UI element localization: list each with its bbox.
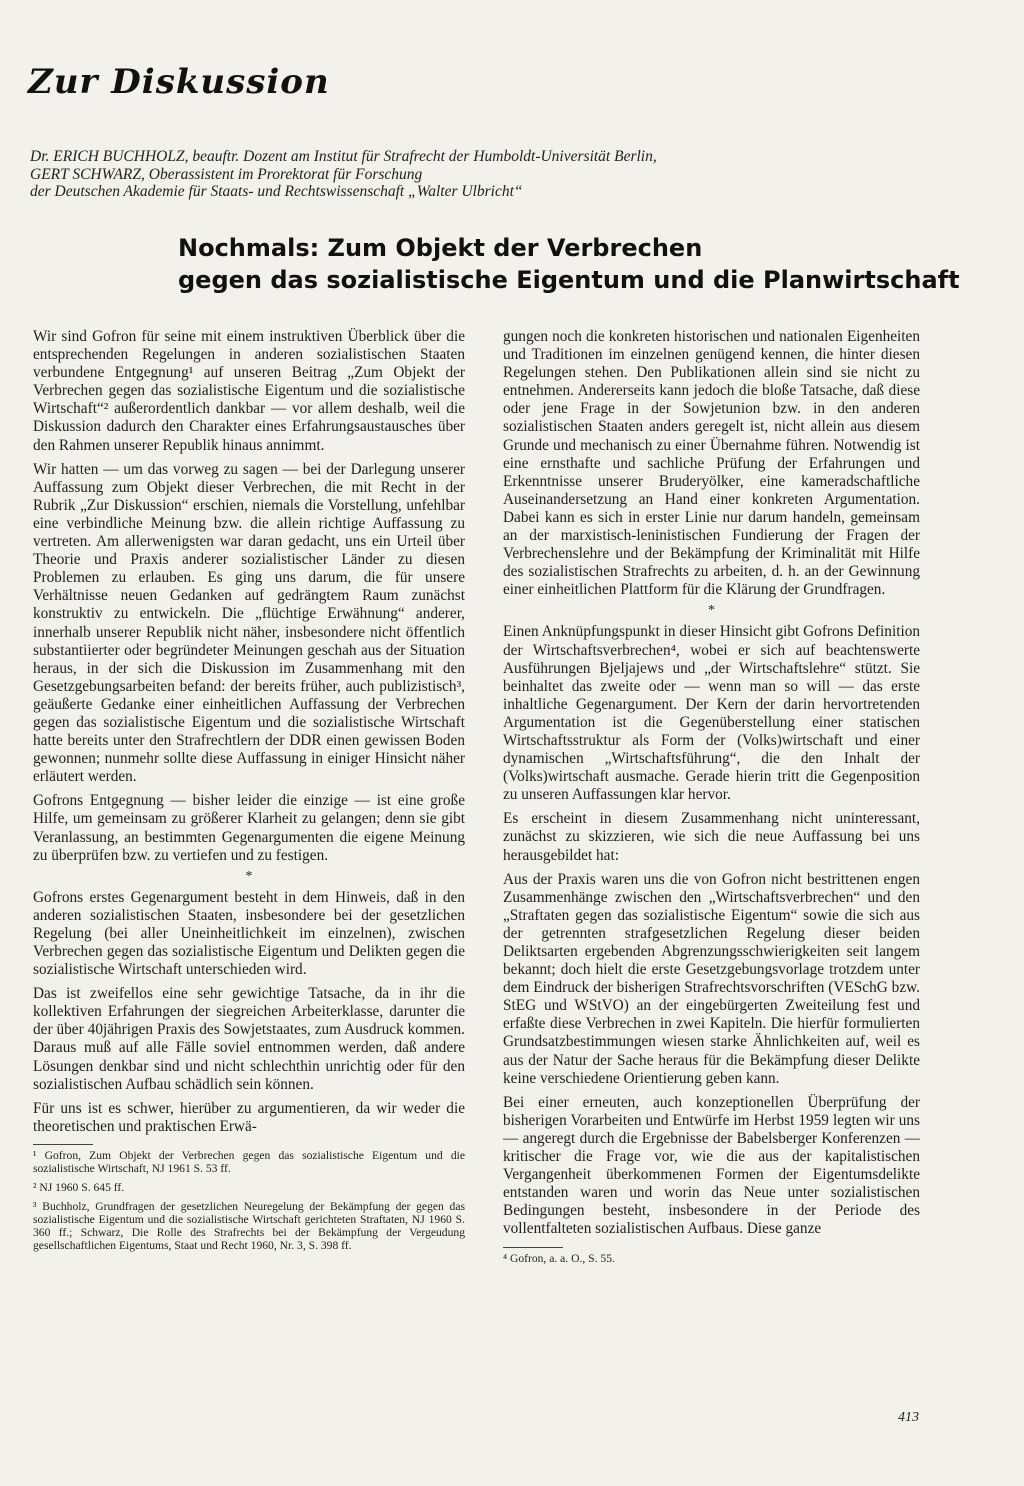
left-column bbox=[33, 328, 465, 1253]
paragraph: Das ist zweifellos eine sehr gewichtige Tatsache, da in ihr die kollektiven Erfahrungen der siegreichen Arbeiterklasse, darunter die der über 40jährigen Praxis des Sowjetstaates, zum Ausdruck kommen. Daraus muß auf alle Fälle soviel entnommen werden, daß andere Lösungen denkbar sind und nicht schlechthin unrichtig oder für den sozialistischen Aufbau schädlich sein können. bbox=[33, 985, 465, 1093]
title-line: Nochmals: Zum Objekt der Verbrechen bbox=[178, 234, 703, 262]
section-label: Zur Diskussion bbox=[28, 62, 330, 102]
paragraph: Gofrons Entgegnung — bisher leider die einzige — ist eine große Hilfe, um gemeinsam zu größerer Klarheit zu gelangen; denn sie gibt Veranlassung, an bestimmten Gegenargumenten die eigene Meinung zu überprüfen bzw. zu vertiefen und zu festigen. bbox=[33, 792, 465, 864]
paragraph: Bei einer erneuten, auch konzeptionellen Überprüfung der bisherigen Vorarbeiten und Entwürfe im Herbst 1959 legten wir uns — angeregt durch die Ergebnisse der Babelsberger Konferenzen — kritischer die Frage vor, wie die aus der kapitalistischen Vergangenheit überkommenen Formen der Eigentumsdelikte entstanden waren und worin das Neue unter sozialistischen Bedingungen besteht, insbesondere in der Periode des vollentfalteten sozialistischen Aufbaus. Diese ganze bbox=[503, 1093, 920, 1238]
footnote-rule bbox=[33, 1144, 93, 1145]
footnote: ² NJ 1960 S. 645 ff. bbox=[33, 1180, 125, 1194]
footnote-rule bbox=[503, 1247, 563, 1248]
paragraph: Gofrons erstes Gegenargument besteht in dem Hinweis, daß in den anderen sozialistischen Staaten, insbesondere bei der gesetzlichen Regelung (bei aller Uneinheitlichkeit im einzelnen), zwischen Verbrechen gegen das sozialistische Eigentum und Delikten gegen die sozialistische Wirtschaft unterschieden wird. bbox=[33, 888, 465, 979]
footnote: ¹ Gofron, Zum Objekt der Verbrechen gegen das sozialistische Eigentum und die sozialistische Wirtschaft, NJ 1961 S. 53 ff. bbox=[33, 1148, 465, 1175]
title-line: gegen das sozialistische Eigentum und die Planwirtschaft bbox=[178, 266, 960, 294]
paragraph: Aus der Praxis waren uns die von Gofron nicht bestrittenen engen Zusammenhänge zwischen den „Wirtschaftsverbrechen“ und den „Straftaten gegen das sozialistische Eigentum“ sowie die sich aus der getrennten strafgesetzlichen Regelung dieser beiden Deliktsarten ergebenden Abgrenzungsschwierigkeiten seit langem bekannt; doch hielt die erste Gesetzgebungsvorlage trotzdem unter dem Eindruck der bisherigen Strafrechtsvorschriften (VESchG bzw. StEG und WStVO) an der eingebürgerten Zweiteilung fest und erfaßte diese Verbrechen in zwei Kapiteln. Die hierfür formulierten Grundsatzbestimmungen wiesen starke Ähnlichkeiten auf, weil es aus der Natur der Sache heraus für die Bekämpfung dieser Delikte keine verschiedene Orientierung geben kann. bbox=[503, 870, 920, 1087]
page-number: 413 bbox=[898, 1410, 919, 1425]
author-line: GERT SCHWARZ, Oberassistent im Prorektorat für Forschung bbox=[30, 165, 423, 183]
section-divider-star: * bbox=[245, 868, 253, 884]
author-line: der Deutschen Akademie für Staats- und Rechtswissenschaft „Walter Ulbricht“ bbox=[30, 183, 523, 200]
paragraph: Einen Anknüpfungspunkt in dieser Hinsicht gibt Gofrons Definition der Wirtschaftsverbrechen⁴, wobei er sich auf beachtenswerte Ausführungen Bjeljajews und „der Wirtschaftslehre“ stützt. Sie beinhaltet das zweite oder — wenn man so will — das erste inhaltliche Gegenargument. Der Kern der darin hervortretenden Argumentation ist die Gegenüberstellung einer statischen Wirtschaftsstruktur als Form der (Volks)wirtschaft und einer dynamischen „Wirtschaftsführung“, die den Inhalt der (Volks)wirtschaft ausmache. Gerade hierin tritt die Gegenposition zu unseren Auffassungen klar hervor. bbox=[503, 623, 920, 804]
paragraph: Wir hatten — um das vorweg zu sagen — bei der Darlegung unserer Auffassung zum Objekt dieser Verbrechen, die mit Recht in der Rubrik „Zur Diskussion“ erschien, niemals die Vorstellung, unfehlbar eine verbindliche Meinung bzw. die allein richtige Auffassung zu vertreten. Am allerwenigsten war daran gedacht, uns ein Urteil über Theorie und Praxis anderer sozialistischer Länder zu diesen Problemen zu erlauben. Es ging uns darum, die für unsere Verhältnisse neuen Gedanken auf gedrängtem Raum zunächst konstruktiv zu entwickeln. Die „flüchtige Erwähnung“ anderer, innerhalb unserer Republik nicht näher, insbesondere nicht öffentlich substantiierter oder begründeter Meinungen geschah aus der Situation heraus, in der sich die Diskussion im Zusammenhang mit den Gesetzgebungsarbeiten befand: der bereits früher, auch publizistisch³, geäußerte Gedanke einer einheitlichen Auffassung der Verbrechen gegen das sozialistische Eigentum und die sozialistische Wirtschaft hatte bereits unter den Strafrechtlern der DDR einen gewissen Boden gewonnen; nunmehr sollte diese Auffassung in einiger Hinsicht näher erläutert werden. bbox=[33, 460, 465, 786]
paragraph: Wir sind Gofron für seine mit einem instruktiven Überblick über die entsprechenden Regelungen in anderen sozialistischen Staaten verbundene Entgegnung¹ auf unseren Beitrag „Zum Objekt der Verbrechen gegen das sozialistische Eigentum und die sozialistische Wirtschaft“² außerordentlich dankbar — vor allem deshalb, weil die Diskussion dadurch den Charakter eines Erfahrungsaustausches über den Rahmen unserer Republik hinaus annimmt. bbox=[33, 328, 465, 454]
footnotes-right bbox=[503, 1252, 920, 1265]
paragraph: Für uns ist es schwer, hierüber zu argumentieren, da wir weder die theoretischen und praktischen Erwä- bbox=[33, 1099, 465, 1135]
author-line: Dr. ERICH BUCHHOLZ, beauftr. Dozent am Institut für Strafrecht der Humboldt-Universität Berlin, bbox=[30, 148, 657, 165]
right-column bbox=[503, 328, 920, 1266]
article-title bbox=[178, 232, 960, 296]
footnote: ³ Buchholz, Grundfragen der gesetzlichen Neuregelung der Bekämpfung der gegen das sozialistische Eigentum und die sozialistische Wirtschaft gerichteten Straftaten, NJ 1960 S. 360 ff.; Schwarz, Die Rolle des Strafrechts bei der Bekämpfung der Vergeudung gesellschaftlichen Eigentums, Staat und Recht 1960, Nr. 3, S. 398 ff. bbox=[33, 1199, 465, 1252]
paragraph: Es erscheint in diesem Zusammenhang nicht uninteressant, zunächst zu skizzieren, wie sich die neue Auffassung bei uns herausgebildet hat: bbox=[503, 810, 920, 864]
author-byline bbox=[30, 148, 930, 201]
footnotes-left bbox=[33, 1149, 465, 1252]
section-divider-star: * bbox=[708, 603, 715, 619]
paragraph: gungen noch die konkreten historischen und nationalen Eigenheiten und Traditionen im einzelnen genügend kennen, die hinter diesen Regelungen stehen. Den Publikationen allein sind sie nicht zu entnehmen. Andererseits kann jedoch die bloße Tatsache, daß diese oder jene Frage in der Sowjetunion bzw. in den anderen sozialistischen Staaten anders geregelt ist, nicht allein aus diesem Grunde und mechanisch zu einer Übernahme führen. Notwendig ist eine ernsthafte und sachliche Prüfung der Erfahrungen und Erkenntnisse unserer Bruderyölker, eine kameradschaftliche Auseinandersetzung an Hand einer konkreten Argumentation. Dabei kann es sich in erster Linie nur darum handeln, gemeinsam an der marxistisch-leninistischen Fundierung der Fragen der Verbrechenslehre und der Bekämpfung der Kriminalität mit Hilfe des sozialistischen Strafrechts zu arbeiten, d. h. an der Gewinnung einer einheitlichen Plattform für die Klärung der Grundfragen. bbox=[503, 328, 920, 599]
footnote: ⁴ Gofron, a. a. O., S. 55. bbox=[503, 1251, 615, 1265]
